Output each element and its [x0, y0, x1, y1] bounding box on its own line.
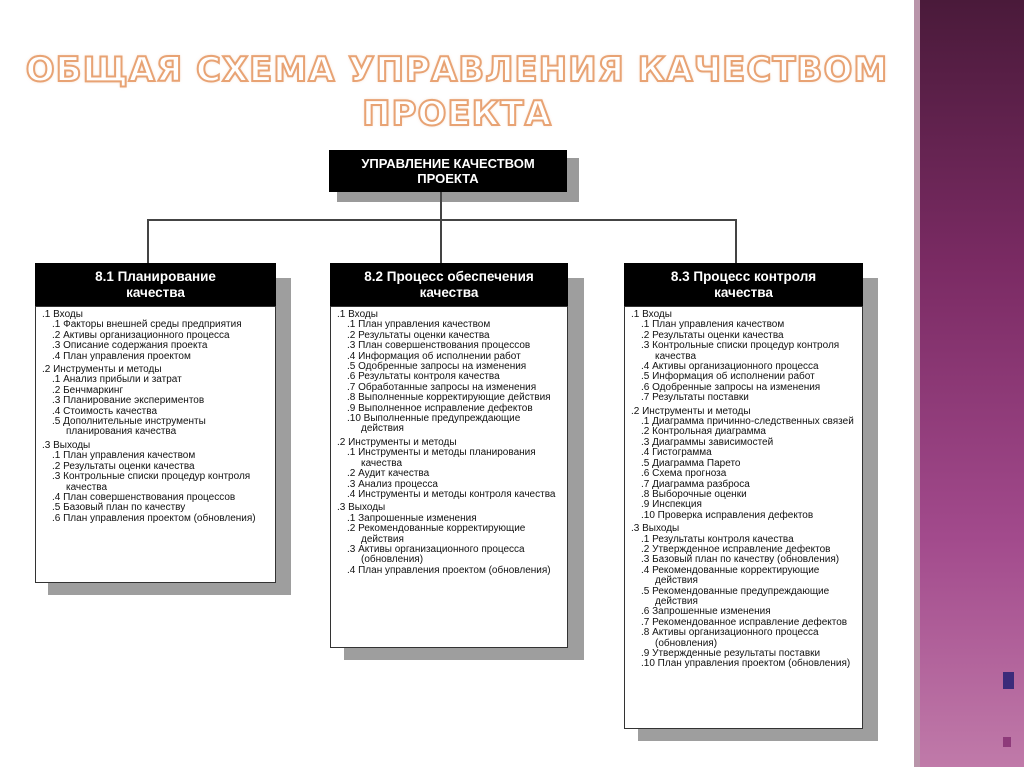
- column-1-header: [35, 263, 276, 306]
- list-item: .3 Контрольные списки процедур контроля качества: [641, 340, 840, 362]
- column-3-header: [624, 263, 863, 306]
- root-box-line1: УПРАВЛЕНИЕ КАЧЕСТВОМ: [361, 156, 535, 171]
- section: [631, 310, 858, 404]
- list-item: .1 Анализ прибыли и затрат: [52, 374, 182, 386]
- list-item: .4 Рекомендованные корректирующие действия: [641, 564, 820, 587]
- list-item: .2 Контрольная диаграмма: [641, 426, 766, 438]
- column-1-body: [35, 306, 276, 583]
- list-item: .3 Диаграммы зависимостей: [641, 436, 774, 448]
- list-item: .5 Дополнительные инструменты планирования качества: [52, 416, 206, 438]
- connector-col1: [147, 219, 149, 264]
- column-2-body: [330, 306, 568, 648]
- section: [42, 441, 271, 524]
- list-item: .1 Факторы внешней среды предприятия: [52, 319, 242, 331]
- list-item: .3 Контрольные списки процедур контроля качества: [52, 471, 251, 493]
- list-item: .1 План управления качеством: [641, 319, 785, 331]
- column-3-body: [624, 306, 863, 729]
- list-item: .3 Планирование экспериментов: [52, 395, 205, 407]
- list-item: .4 Информация об исполнении работ: [347, 350, 521, 362]
- list-item: .3 Активы организационного процесса (обновления): [347, 543, 525, 566]
- root-box-line2: ПРОЕКТА: [417, 171, 479, 186]
- list-item: .6 План управления проектом (обновления): [52, 512, 256, 524]
- list-item: .4 Инструменты и методы контроля качества: [347, 488, 556, 500]
- list-item: .5 Рекомендованные предупреждающие действия: [641, 585, 830, 607]
- list-item: .5 Одобренные запросы на изменения: [347, 361, 527, 373]
- list-item: .2 Бенчмаркинг: [52, 384, 124, 396]
- list-item: .4 Активы организационного процесса: [641, 361, 819, 373]
- list-item: .4 План управления проектом (обновления): [347, 564, 551, 576]
- side-decoration-panel: [914, 0, 1024, 767]
- list-item: .1 Результаты контроля качества: [641, 533, 794, 545]
- list-item: .7 Диаграмма разброса: [641, 478, 750, 490]
- list-item: .7 Рекомендованное исправление дефектов: [641, 616, 848, 628]
- section-title: .1 Входы: [337, 309, 378, 320]
- section: [42, 365, 271, 438]
- root-box: [329, 150, 567, 192]
- section-title: .2 Инструменты и методы: [337, 436, 457, 448]
- list-item: .3 Анализ процесса: [347, 478, 438, 490]
- list-item: .3 Базовый план по качеству (обновления): [641, 554, 840, 566]
- section: [631, 407, 858, 521]
- list-item: .1 Диаграмма причинно-следственных связей: [641, 416, 854, 428]
- list-item: .10 План управления проектом (обновления): [641, 658, 851, 670]
- list-item: .1 План управления качеством: [52, 450, 196, 462]
- list-item: .8 Активы организационного процесса (обновления): [641, 627, 819, 649]
- list-item: .9 Утвержденные результаты поставки: [641, 648, 821, 659]
- section: [631, 524, 858, 670]
- list-item: .4 Стоимость качества: [52, 405, 158, 417]
- slide-title-line1: ОБЩАЯ СХЕМА УПРАВЛЕНИЯ КАЧЕСТВОМ: [25, 50, 889, 90]
- connector-col3: [735, 219, 737, 264]
- list-item: .2 Результаты оценки качества: [52, 460, 195, 472]
- slide-title: [0, 48, 914, 136]
- connector-horizontal: [147, 219, 737, 221]
- list-item: .2 Активы организационного процесса: [52, 329, 230, 341]
- list-item: .8 Выполненные корректирующие действия: [347, 392, 551, 404]
- list-item: .3 План совершенствования процессов: [347, 340, 531, 352]
- list-item: .5 Базовый план по качеству: [52, 502, 186, 514]
- slide-title-line2: ПРОЕКТА: [362, 94, 552, 134]
- list-item: .6 Схема прогноза: [641, 468, 727, 480]
- list-item: .2 Утвержденное исправление дефектов: [641, 543, 831, 555]
- slide-marker-square: [1003, 672, 1014, 689]
- column-1-header-line1: 8.1 Планирование: [95, 268, 216, 284]
- list-item: .1 Инструменты и методы планирования качества: [347, 447, 536, 469]
- list-item: .7 Результаты поставки: [641, 392, 749, 404]
- section-title: .2 Инструменты и методы: [42, 364, 162, 376]
- connector-col2: [440, 219, 442, 264]
- section: [337, 438, 563, 500]
- list-item: .10 Проверка исправления дефектов: [641, 509, 814, 521]
- list-item: .9 Инспекция: [641, 499, 702, 511]
- section-title: .1 Входы: [631, 309, 672, 320]
- list-item: .2 Результаты оценки качества: [641, 329, 784, 341]
- section-title: .3 Выходы: [42, 439, 91, 451]
- list-item: .2 Результаты оценки качества: [347, 329, 490, 341]
- list-item: .7 Обработанные запросы на изменения: [347, 381, 537, 393]
- column-3-header-line1: 8.3 Процесс контроля: [670, 268, 817, 284]
- column-2-header-line1: 8.2 Процесс обеспечения: [364, 268, 534, 284]
- list-item: .8 Выборочные оценки: [641, 488, 747, 500]
- list-item: .5 Информация об исполнении работ: [641, 371, 815, 383]
- list-item: .1 План управления качеством: [347, 319, 491, 331]
- list-item: .10 Выполненные предупреждающие действия: [347, 413, 521, 435]
- section-title: .3 Выходы: [631, 523, 680, 535]
- section-title: .1 Входы: [42, 309, 83, 320]
- list-item: .5 Диаграмма Парето: [641, 457, 741, 469]
- side-panel-edge: [914, 0, 920, 767]
- slide-marker-dot: [1003, 737, 1011, 747]
- list-item: .6 Одобренные запросы на изменения: [641, 381, 821, 393]
- section: [337, 503, 563, 576]
- section-title: .2 Инструменты и методы: [631, 405, 751, 417]
- list-item: .4 Гистограмма: [641, 447, 712, 459]
- section: [337, 310, 563, 435]
- list-item: .4 План управления проектом: [52, 350, 191, 362]
- list-item: .1 Запрошенные изменения: [347, 512, 477, 524]
- section: [42, 310, 271, 362]
- column-3-header-line2: качества: [714, 284, 773, 300]
- list-item: .2 Аудит качества: [347, 468, 430, 480]
- column-2-header: [330, 263, 568, 306]
- list-item: .9 Выполненное исправление дефектов: [347, 402, 533, 414]
- connector-root-down: [440, 192, 442, 220]
- column-1-header-line2: качества: [126, 284, 185, 300]
- list-item: .4 План совершенствования процессов: [52, 491, 236, 503]
- list-item: .3 Описание содержания проекта: [52, 340, 208, 352]
- column-2-header-line2: качества: [419, 284, 479, 300]
- list-item: .6 Запрошенные изменения: [641, 606, 771, 618]
- section-title: .3 Выходы: [337, 502, 386, 514]
- list-item: .6 Результаты контроля качества: [347, 371, 500, 383]
- list-item: .2 Рекомендованные корректирующие действия: [347, 523, 526, 545]
